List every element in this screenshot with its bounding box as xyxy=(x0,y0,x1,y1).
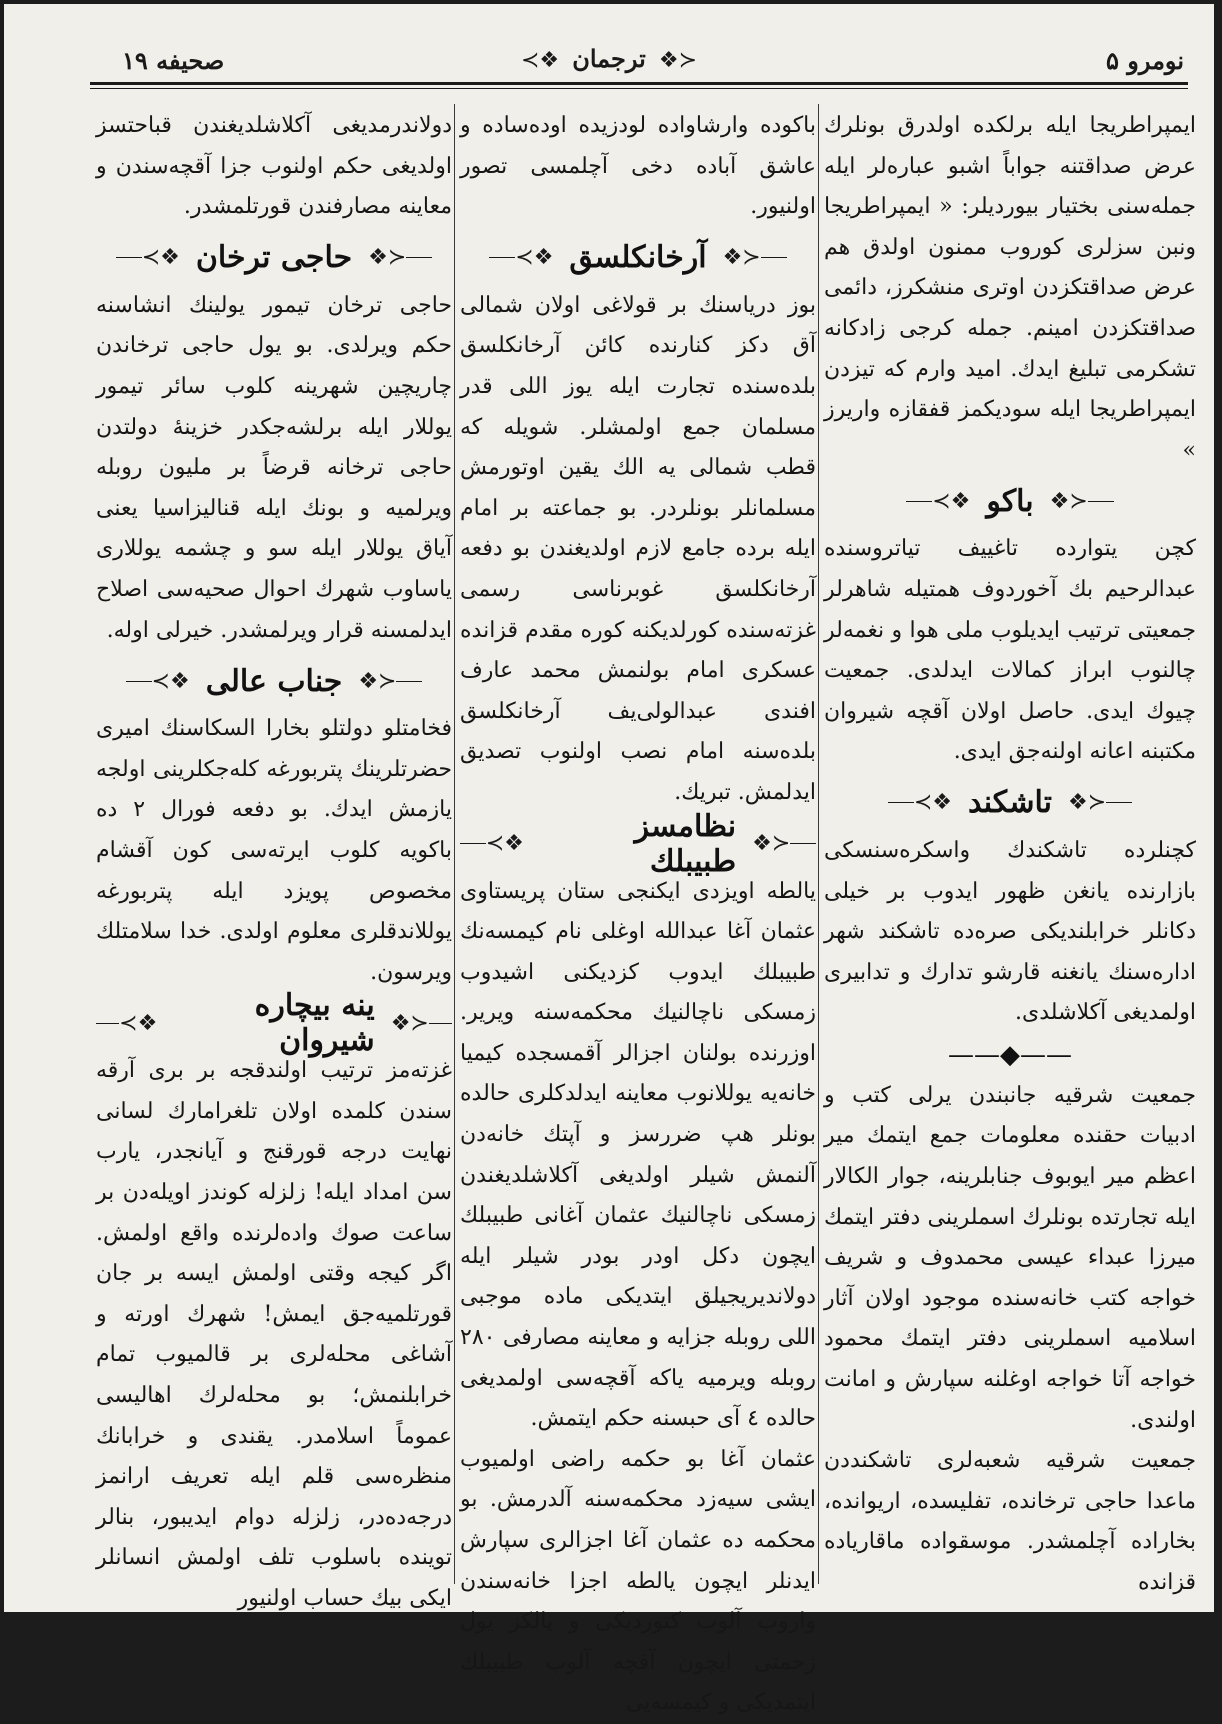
ornament-icon: ≺❖ xyxy=(141,245,180,271)
section-heading xyxy=(96,988,452,1059)
newspaper-title: ترجمان xyxy=(572,44,646,73)
heading-rule xyxy=(1088,501,1114,502)
section-heading xyxy=(460,808,816,879)
ornament-icon: ≺❖ xyxy=(515,245,554,271)
masthead xyxy=(4,32,1214,82)
newspaper-page xyxy=(4,4,1214,1716)
article-paragraph: ایمپراطریجا ایله برلکده اولدرق بونلرك عرض صداقتنه جواباً اشبو عباره‌لر ایله جمله‌سنی بختیار بیوردیلر: « ایمپراطریجا ونبن سزلری كوروب ممنون اولدق هم عرض صداقتكزدن اوتری منشكرز، دائمی صداقتكزدن امینم. جمله كرجی زادكانه تشكرمی تبلیغ ایدك. امید وارم كه تیزدن ایمپراطریجا ایله سودیكمز قفقازه واریرز » xyxy=(824,113,1196,463)
column-divider xyxy=(454,104,455,1584)
ornament-icon: ≺❖ xyxy=(485,831,524,856)
ornament-right-icon: ❖≻ xyxy=(658,48,698,73)
heading-his-excellency: جناب عالی xyxy=(205,663,343,699)
section-heading xyxy=(460,236,816,280)
masthead-rule xyxy=(90,82,1188,85)
article-paragraph: جمعیت شرقیه شعبه‌لری تاشكنددن ماعدا حاجی ترخانده، تفلیسده، اریوانده، بخاراده آچلمشدر. موسقواده ماقاریاده قزانده xyxy=(824,1448,1196,1595)
column-right xyxy=(824,106,1196,1604)
heading-tashkent: تاشكند xyxy=(968,785,1052,821)
heading-rule xyxy=(761,257,787,258)
heading-rule xyxy=(1106,802,1132,803)
ornament-icon: ≺❖ xyxy=(119,1010,158,1036)
heading-irregular-medicine: نظامسز طبیبلك xyxy=(634,808,737,879)
heading-rule xyxy=(406,257,432,258)
ornament-icon: ≺❖ xyxy=(151,668,190,694)
ornament-icon: ❖≻ xyxy=(390,1010,429,1036)
article-paragraph: دولاندرمدیغی آكلاشلدیغندن قباحتسز اولدیغی حكم اولنوب جزا آقچه‌سندن و معاینه مصارفندن قورتلمشدر. xyxy=(96,113,452,220)
section-heading xyxy=(96,659,452,703)
ornament-icon: ❖≻ xyxy=(368,245,407,271)
masthead-rule-thin xyxy=(90,88,1188,89)
article-paragraph: بوز دریاسنك بر قولاغی اولان شمالی آق دكز كنارنده كائن آرخانكلسق بلده‌سنده تجارت ایله یوز اللی قدر مسلمان جمع اولمشلر. شویله كه قطب شمالی یه الك یقین اوتورمش مسلمانلر بونلردر. بو جماعته بر امام ایله برده جامع لازم اولدیغندن بو دفعه آرخانكلسق غوبرناسی رسمی غزته‌سنده كورلدیكنه كوره مقدم قزانده عسكری امام بولنمش محمد عارف افندی عبدالولی‌یف آرخانكلسق بلده‌سنه امام نصب اولنوب تصدیق ایدلمش. تبریك. xyxy=(460,292,816,805)
heading-poor-shirvan: ینه بیچاره شیروان xyxy=(254,988,375,1059)
heading-rule xyxy=(429,1023,452,1024)
heading-baku: باكو xyxy=(986,483,1034,519)
article-paragraph: جمعیت شرقیه جانبندن یرلی كتب و ادبیات حقنده معلومات جمع ایتمك میر اعظم میر ایوبوف جنابلرینه، جوار الكالار ایله تجارتده بونلرك اسملرینی دفتر ایتمك میرزا عبداء عیسی محمدوف و شریف خواجه كتب خانه‌سنده موجود اولان آثار اسلامیه اسملرینی دفتر ایتمك محمود خواجه آتا خواجه اوغلنه سپارش و امانت اولندی. xyxy=(824,1082,1196,1433)
column-middle xyxy=(460,106,816,1724)
section-heading xyxy=(96,236,452,280)
ornament-icon: ❖≻ xyxy=(358,668,397,694)
heading-rule xyxy=(116,257,142,258)
ornament-icon: ≺❖ xyxy=(932,488,971,514)
ornament-left-icon: ≺❖ xyxy=(520,48,560,73)
heading-arkhangelsk: آرخانكلسق xyxy=(569,240,707,276)
column-left xyxy=(96,106,452,1620)
article-paragraph: غزته‌مز ترتیب اولندقجه بر بری آرقه سندن كلمده اولان تلغرامارك لسانی نهایت درجه قورقنج و آیانجدر، یارب سن امداد ایله! زلزله كوندز اویله‌دن بر ساعت صوك واده‌لرنده واقع اولمش. اگر كیجه وقتی اولمش ایسه بر جان قورتلمیه‌جق ایمش! شهرك اورته و آشاغی محله‌لری بر قالمیوب تمام خرابلنمش؛ بو محله‌لرك اهالیسی عموماً اسلامدر. یقندی و خرابانك منظره‌سی قلم ایله تعریف ارانمز درجه‌ده‌در، زلزله دوام ایدیبور، بنالر توینده باسلوب تلف اولمش انسانلر ایكی بیك حساب اولنیور xyxy=(96,1058,452,1611)
ornament-icon: ❖≻ xyxy=(752,831,791,856)
heading-rule xyxy=(888,802,914,803)
article-paragraph: كچن یتوارده تاغییف تیاتروسنده عبدالرحیم بك آخوردوف همتیله شاهرلر جمعیتی ترتیب ایدیلوب ملی هوا و نغمه‌لر چالنوب ابراز كمالات ایدلدی. جمعیت چیوك ایدی. حاصل اولان آقچه شیروان مكتبنه اعانه اولنه‌جق ایدی. xyxy=(824,536,1196,765)
ornament-icon: ❖≻ xyxy=(1049,488,1088,514)
diamond-separator-icon: ——◆—— xyxy=(948,1039,1072,1070)
heading-rule xyxy=(906,501,932,502)
heading-rule xyxy=(489,257,515,258)
heading-rule xyxy=(96,1023,119,1024)
section-heading xyxy=(824,479,1196,523)
heading-rule xyxy=(460,843,486,844)
issue-number: نومرو ۵ xyxy=(1105,46,1184,75)
article-paragraph: یالطه اویزدی ایكنجی ستان پریستاوی عثمان آغا عبدالله اوغلی نام كیمسه‌نك طبیبلك ایدوب كزدیكنی اشیدوب زمسكی ناچالنیك محكمه‌سنه ویریر. اوزرنده بولنان اجزالر آقمسجده كیمیا خانه‌یه یوللانوب معاینه ایدلدكلری حالده بونلر هپ ضررسز و آپتك خانه‌دن آلنمش شیلر اولدیغی آكلاشلدیغندن زمسكی ناچالنیك عثمان آغانی طبیبلك ایچون دكل اودر بودر شیلر ایله دولاندیریجیلق ایتدیكی ماده موجبی اللی روبله جزایه و معاینه مصارفی ۲۸۰ روبله ویرمیه یاكه آقچه‌سی اولمدیغی حالده ٤ آی حبسنه حكم ایتمش. xyxy=(460,878,816,1432)
section-heading xyxy=(824,781,1196,825)
column-divider xyxy=(818,104,819,1584)
heading-hajji-tarkhan: حاجی ترخان xyxy=(195,240,353,276)
masthead-title-block xyxy=(4,44,1214,73)
ornament-icon: ≺❖ xyxy=(913,790,952,816)
article-paragraph: فخامتلو دولتلو بخارا السكاسنك امیری حضرتلرینك پتربورغه كله‌جكلرینی اولجه یازمش ایدك. بو دفعه فورال ۲ ده باكویه كلوب ایرته‌سی كون آقشام مخصوص پویزد ایله پتربورغه یوللاندقلری معلوم اولدی. خدا سلامتلك ویرسون. xyxy=(96,716,452,985)
article-paragraph: كچنلرده تاشكندك واسكره‌سنسكی بازارنده یانغن ظهور ایدوب بر خیلی دكانلر خرابلندیكی صره‌ده تاشكند شهر اداره‌سنك یانغنه قارشو تدارك و تدابیری اولمدیغی آكلاشلدی. xyxy=(824,837,1196,1026)
article-paragraph: عثمان آغا بو حكمه راضی اولمیوب ایشی سیه‌زد محكمه‌سنه آلدرمش. بو محكمه ده عثمان آغا اجزالری سپارش ایدنلر ایچون یالطه اجزا خانه‌سندن واروب آلوب كتوردیكی و یالكز یول زحمتی ایچون آقچه آلوب طبیبلك ایتمدیكی و كیمسه‌یی xyxy=(460,1446,816,1716)
ornament-icon: ❖≻ xyxy=(722,245,761,271)
article-paragraph: باكوده وارشاواده لودزیده اوده‌ساده و عاشق آباده دخی آچلمسی تصور اولنیور. xyxy=(460,113,816,220)
page-number-left: صحیفه ۱۹ xyxy=(122,46,225,75)
article-paragraph: حاجی ترخان تیمور یولینك انشاسنه حكم ویرلدی. بو یول حاجی ترخاندن چاریچین شهرینه كلوب سائر تیمور یوللار ایله برلشه‌جكدر خزینهٔ دولتدن حاجی ترخانه قرضاً بر ملیون روبله ویرلمیه و بونك ایله قنالیزاسیا یعنی آیاق یوللار ایله سو و چشمه یوللاری یاساوب شهرك احوال صحیه‌سی اصلاح ایدلمسنه قرار ویرلمشدر. خیرلی اوله. xyxy=(96,292,452,643)
ornament-icon: ❖≻ xyxy=(1068,790,1107,816)
heading-rule xyxy=(396,681,422,682)
heading-rule xyxy=(126,681,152,682)
heading-rule xyxy=(790,843,816,844)
